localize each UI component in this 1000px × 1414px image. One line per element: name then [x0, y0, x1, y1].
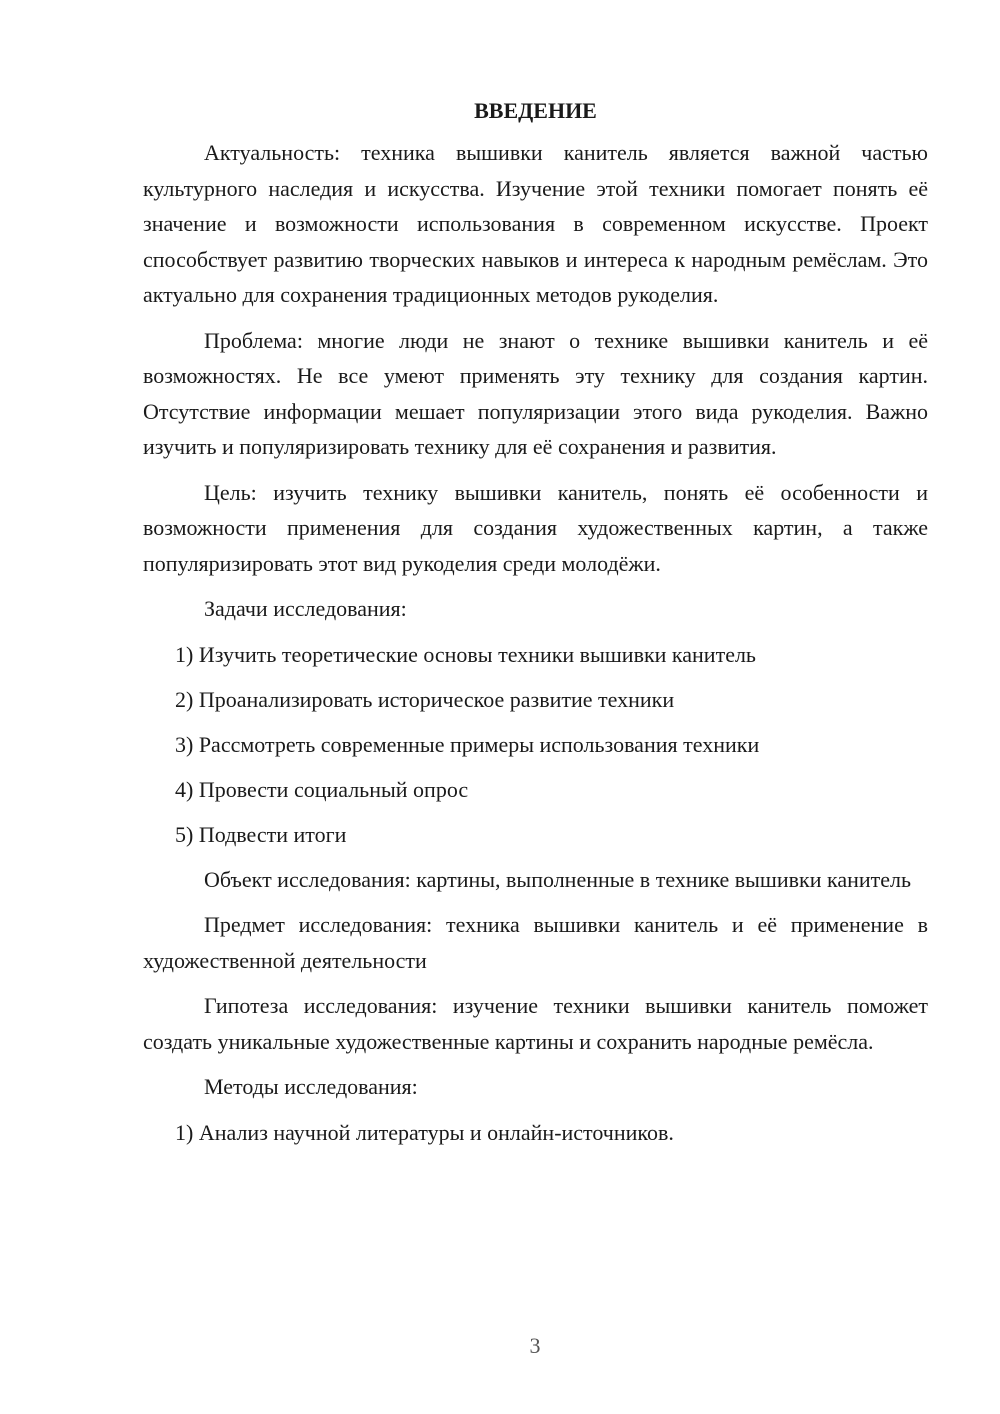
subject-paragraph: Предмет исследования: техника вышивки канитель и её применение в художественной деятельности: [143, 912, 928, 973]
methods-label: Методы исследования:: [204, 1074, 418, 1099]
task-item-3: 3) Рассмотреть современные примеры использования техники: [175, 731, 760, 757]
task-item-4: 4) Провести социальный опрос: [175, 776, 469, 802]
task-item-1: 1) Изучить теоретические основы техники вышивки канитель: [175, 641, 756, 667]
page-number: 3: [529, 1333, 541, 1358]
object-paragraph: Объект исследования: картины, выполненные в технике вышивки канитель: [204, 866, 912, 892]
page-title: ВВЕДЕНИЕ: [474, 98, 597, 123]
problem-paragraph: Проблема: многие люди не знают о технике вышивки канитель и её возможностях. Не все умеют применять эту технику для создания картин. Отсутствие информации мешает популяризации этого вида рукоделия. Важно изучить и популяризировать технику для её сохранения и развития.: [143, 327, 928, 459]
task-item-2: 2) Проанализировать историческое развитие техники: [175, 686, 675, 712]
goal-paragraph: Цель: изучить технику вышивки канитель, понять её особенности и возможности применения для создания художественных картин, а также популяризировать этот вид рукоделия среди молодёжи.: [143, 479, 928, 576]
tasks-label: Задачи исследования:: [204, 596, 407, 621]
hypothesis-paragraph: Гипотеза исследования: изучение техники вышивки канитель поможет создать уникальные художественные картины и сохранить народные ремёсла.: [143, 993, 928, 1054]
task-item-5: 5) Подвести итоги: [175, 821, 347, 847]
method-item-1: 1) Анализ научной литературы и онлайн-источников.: [175, 1119, 674, 1145]
relevance-paragraph: Актуальность: техника вышивки канитель является важной частью культурного наследия и искусства. Изучение этой техники помогает понять её значение и возможности использования в современном искусстве. Проект способствует развитию творческих навыков и интереса к народным ремёслам. Это актуально для сохранения традиционных методов рукоделия.: [143, 140, 928, 307]
page-content: [143, 97, 928, 1160]
